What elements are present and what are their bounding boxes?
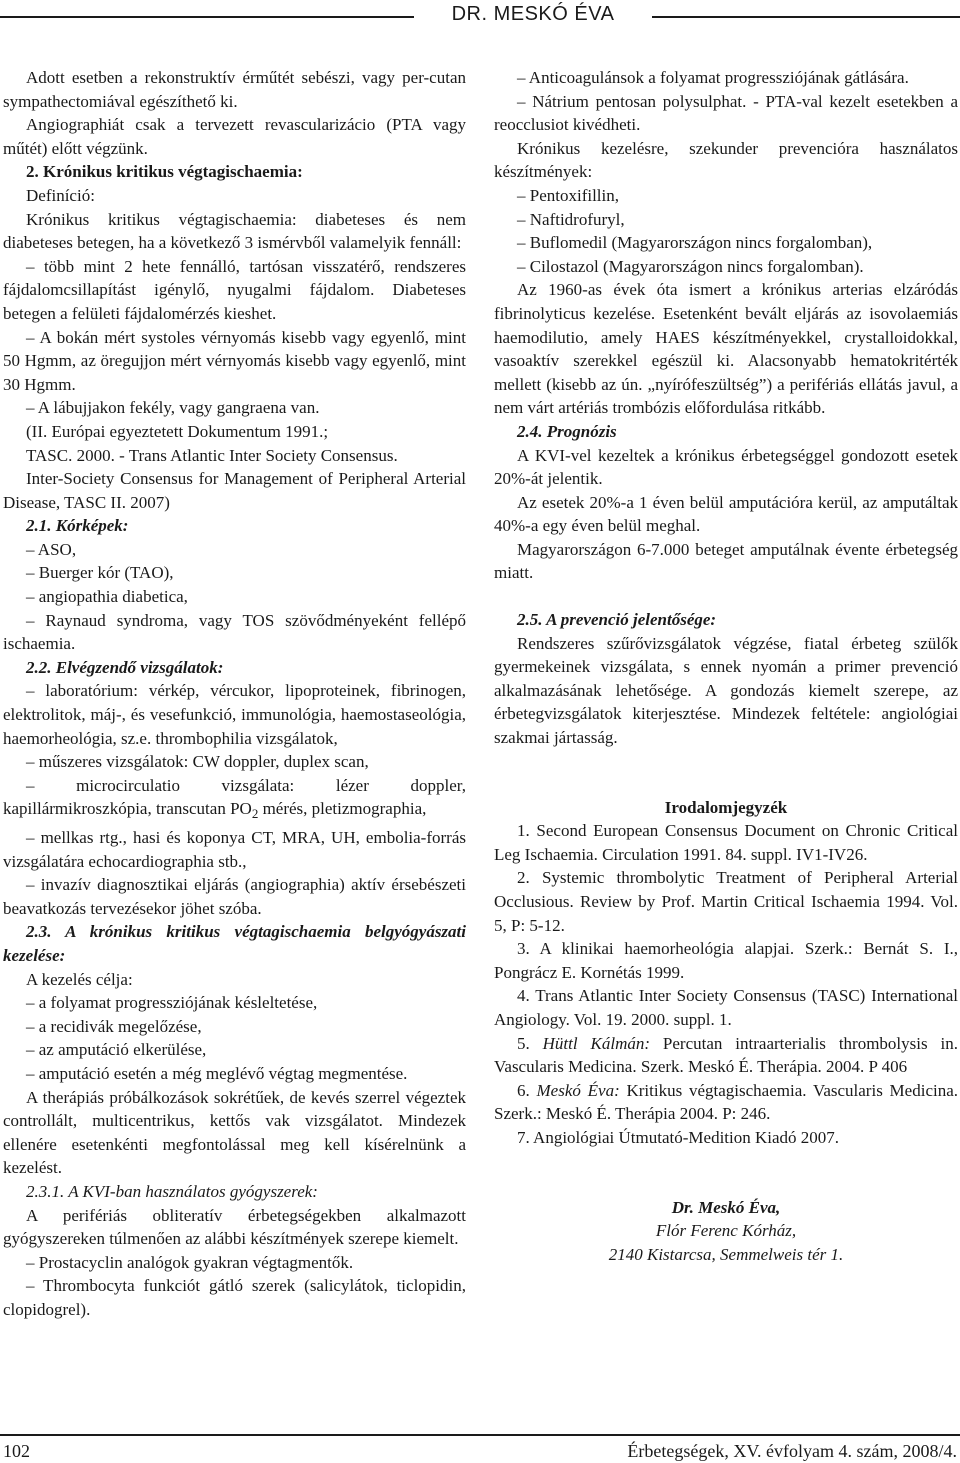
paragraph: – mellkas rtg., hasi és koponya CT, MRA, UH, embolia-forrás vizsgálatára echocardiographia stb.,	[3, 828, 466, 871]
paragraph: – amputáció esetén a még meglévő végtag megmentése.	[26, 1063, 408, 1083]
paragraph: – Prostacyclin analógok gyakran végtagmentők.	[26, 1252, 354, 1272]
paragraph: 2.2. Elvégzendő vizsgálatok:	[26, 657, 224, 677]
paragraph: – Cilostazol (Magyarországon nincs forgalomban).	[517, 256, 864, 276]
paragraph: A therápiás próbálkozások sokrétűek, de kevés szerrel végeztek controllált, multicentrikus, kettős vak vizsgálatot. Mindezek ellenére esetenkénti megfontolással meg kell kísérelnünk a kezelést.	[3, 1087, 466, 1178]
paragraph: – Naftidrofuryl,	[517, 209, 625, 229]
running-header	[0, 0, 960, 34]
paragraph: – Raynaud syndroma, vagy TOS szövődményeként fellépő ischaemia.	[3, 610, 466, 654]
paragraph: 5. Hüttl Kálmán: Percutan intraarterialis thrombolysis in. Vascularis Medicina. Szerk. Meskó É. Therápia. 2004. P 406	[494, 1033, 958, 1077]
paragraph: – angiopathia diabetica,	[26, 587, 188, 607]
paragraph: Krónikus kezelésre, szekunder prevencióra használatos készítmények:	[494, 138, 958, 182]
paragraph: Az esetek 20%-a 1 éven belül amputációra kerül, az amputáltak 40%-a egy éven belül meghal.	[494, 492, 958, 536]
paragraph: 2. Krónikus kritikus végtagischaemia:	[26, 162, 303, 182]
paragraph: – Nátrium pentosan polysulphat. - PTA-val kezelt esetekben a reocclusiot kivédheti.	[494, 91, 958, 135]
paragraph: – Pentoxifillin,	[517, 185, 619, 205]
page-footer	[0, 1434, 960, 1463]
paragraph: 2.3. A krónikus kritikus végtagischaemia belgyógyászati kezelése:	[3, 922, 466, 965]
paragraph: 6. Meskó Éva: Kritikus végtagischaemia. Vascularis Medicina. Szerk.: Meskó É. Therápia 2004. P: 246.	[494, 1080, 959, 1124]
paragraph: 7. Angiológiai Útmutató-Medition Kiadó 2007.	[517, 1127, 840, 1147]
paragraph: – ASO,	[26, 539, 77, 559]
paragraph: TASC. 2000. - Trans Atlantic Inter Society Consensus.	[26, 445, 398, 465]
footer-rule	[0, 1434, 960, 1436]
paragraph: 4. Trans Atlantic Inter Society Consensus (TASC) International Angiology. Vol. 19. 2000. suppl. 1.	[494, 986, 958, 1029]
paragraph: – A bokán mért systoles vérnyomás kisebb vagy egyenlő, mint 50 Hgmm, az öregujjon mért vérnyomás kisebb vagy egyenlő, mint 30 Hgmm.	[3, 327, 466, 394]
paragraph: 2.3.1. A KVI-ban használatos gyógyszerek:	[26, 1181, 318, 1201]
paragraph: A kezelés célja:	[26, 969, 133, 989]
header-rule-left	[0, 16, 414, 18]
paragraph: 2. Systemic thrombolytic Treatment of Peripheral Arterial Occlusious. Review by Prof. Martin Critical Ischaemia 1994. Vol. 5, P: 5-12.	[494, 868, 958, 935]
paragraph: 2.1. Kórképek:	[26, 516, 129, 536]
paragraph: 2.5. A prevenció jelentősége:	[517, 610, 717, 630]
paragraph: – műszeres vizsgálatok: CW doppler, duplex scan,	[26, 752, 369, 772]
paragraph: – invazív diagnosztikai eljárás (angiographia) aktív érsebészeti beavatkozás tervezésekor jöhet szóba.	[3, 875, 466, 918]
paragraph: Irodalomjegyzék	[664, 797, 788, 817]
paragraph: – Anticoagulánsok a folyamat progressziójának gátlására.	[517, 68, 909, 87]
paragraph: Dr. Meskó Éva,	[671, 1197, 781, 1217]
paragraph: Inter-Society Consensus for Management of Peripheral Arterial Disease, TASC II. 2007)	[3, 469, 466, 512]
paragraph: – a folyamat progressziójának késleltetése,	[26, 993, 318, 1013]
paragraph: 3. A klinikai haemorheológia alapjai. Szerk.: Bernát S. I., Pongrácz E. Kornétás 1999.	[494, 939, 958, 982]
paragraph: Adott esetben a rekonstruktív érműtét sebészi, vagy per-cutan sympathectomiával egészíthető ki.	[3, 68, 466, 111]
paragraph: Flór Ferenc Kórház,	[655, 1221, 797, 1241]
paragraph: Krónikus kritikus végtagischaemia: diabeteses és nem diabeteses betegen, ha a következő 3 ismérvből valamelyik fennáll:	[3, 209, 466, 253]
paragraph: – laboratórium: vérkép, vércukor, lipoproteinek, fibrinogen, elektrolitok, máj-, és vesefunkció, immunológia, haemostaseológia, haemorheológia, sz.e. thrombophilia vizsgálatok,	[3, 681, 466, 748]
paragraph: Magyarországon 6-7.000 beteget amputálnak évente érbetegség miatt.	[494, 539, 958, 583]
paragraph: Definíció:	[26, 185, 95, 205]
paragraph: Az 1960-as évek óta ismert a krónikus arterias elzáródás fibrinolyticus kezelése. Esetenként bevált eljárás az isovolaemiás haemodilutio, amely HAES készítményekkel, crystalloidokkal, vasoaktív szerekkel egészül ki. Alacsonyabb hematokritérték mellett (kisebb az ún. „nyírófeszültség”) a perifériás ellátás javul, a nem várt artériás trombózis előfordulása ritkább.	[494, 280, 958, 418]
paragraph: 1. Second European Consensus Document on Chronic Critical Leg Ischaemia. Circulation 1991. 84. suppl. IV1-IV26.	[494, 821, 958, 864]
paragraph: – Buflomedil (Magyarországon nincs forgalomban),	[517, 233, 873, 253]
paragraph: A KVI-vel kezeltek a krónikus érbetegséggel gondozott esetek 20%-át jelentik.	[494, 445, 958, 489]
paragraph: – több mint 2 hete fennálló, tartósan visszatérő, rendszeres fájdalomcsillapítást igénylő, nyugalmi fájdalom. Diabeteses betegen a felületi fájdalomérzés kieshet.	[3, 256, 466, 323]
left-column	[3, 66, 466, 1321]
running-title: DR. MESKÓ ÉVA	[451, 3, 615, 25]
paragraph: 2140 Kistarcsa, Semmelweis tér 1.	[608, 1244, 844, 1264]
paragraph: – A lábujjakon fekély, vagy gangraena van.	[26, 398, 320, 418]
paragraph: – az amputáció elkerülése,	[26, 1040, 207, 1060]
paragraph: 2.4. Prognózis	[517, 421, 617, 441]
paragraph: (II. Európai egyeztetett Dokumentum 1991.;	[26, 421, 329, 441]
paragraph: – a recidivák megelőzése,	[26, 1016, 202, 1036]
paragraph: Rendszeres szűrővizsgálatok végzése, fiatal érbeteg szülők gyermekeinek vizsgálata, s ennek nyomán a primer prevenció alkalmazásának lehetősége. A gondozás kiemelt szerepe, az érbetegvizsgálatok kiterjesztése. Mindezek feltétele: angiológiai szakmai jártasság.	[494, 633, 958, 748]
page-number: 102	[3, 1441, 30, 1461]
paragraph: – microcirculatio vizsgálata: lézer doppler, kapillármikroszkópia, transcutan $PO_2$ mérés, pletizmographia,	[3, 775, 466, 822]
journal-citation: Érbetegségek, XV. évfolyam 4. szám, 2008/4.	[627, 1441, 957, 1461]
paragraph: A perifériás obliteratív érbetegségekben alkalmazott gyógyszereken túlmenően az alábbi készítmények szerepe kiemelt.	[3, 1205, 466, 1249]
paragraph: Angiographiát csak a tervezett revascularizácio (PTA vagy műtét) előtt végzünk.	[3, 115, 466, 158]
paragraph: – Thrombocyta funkciót gátló szerek (salicylátok, ticlopidin, clopidogrel).	[3, 1276, 466, 1319]
header-rule-right	[652, 16, 960, 18]
right-column	[494, 66, 958, 1266]
paragraph: – Buerger kór (TAO),	[26, 563, 174, 583]
